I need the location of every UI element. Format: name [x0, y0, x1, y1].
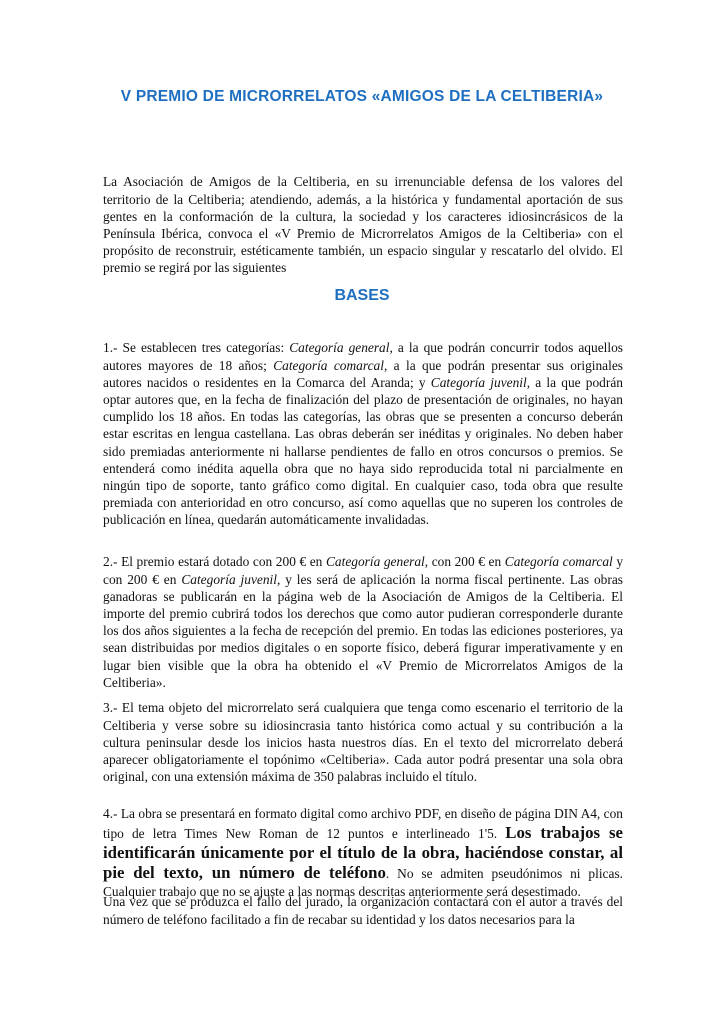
base-1-paragraph [103, 339, 623, 528]
base-2-text-d: , y les será de aplicación la norma fiscal pertinente. Las obras ganadoras se publicarán en la página web de la Asociación de Amigos de la Celtiberia. El importe del premio cubrirá todos los derechos que como autor pudieran corresponderle durante los dos años siguientes a la fecha de recepción del premio. En todas las ediciones posteriores, ya sean distribuidas por medios digitales o en soporte físico, deberá figurar imperativamente y en lugar bien visible que la obra ha obtenido el «V Premio de Microrrelatos Amigos de la Celtiberia». [103, 571, 623, 690]
base-4-paragraph [103, 805, 623, 899]
base-2-category-comarcal: Categoría comarcal [504, 554, 613, 570]
base-1-text-a: 1.- Se establecen tres categorías: [103, 340, 290, 356]
base-2-text-c: y con 200 € en [103, 554, 624, 587]
base-1-text-d: , a la que podrán optar autores que, en la fecha de finalización del plazo de presentación de originales, no hayan cumplido los 18 años. En todas las categorías, las obras que se presenten a concurso deberán estar escritas en lengua castellana. Las obras deberán ser inéditas y originales. No deben haber sido premiadas anteriormente ni hallarse pendientes de fallo en otros concursos o premios. Se entenderá como inédita aquella obra que no haya sido reproducida total ni parcialmente en ningún tipo de soporte, tanto gráfico como digital. En cualquier caso, toda obra que resulte premiada con anterioridad en otro concurso, así como aquellas que no superen los controles de publicación en línea, quedarán automáticamente invalidadas. [103, 374, 623, 528]
base-1-category-juvenil: Categoría juvenil [430, 374, 527, 390]
document-title: V PREMIO DE MICRORRELATOS «AMIGOS DE LA CELTIBERIA» [120, 88, 604, 105]
base-2-text-a: 2.- El premio estará dotado con 200 € en [103, 554, 326, 570]
base-2-category-general: Categoría general [325, 554, 425, 570]
base-1-category-general: Categoría general [289, 340, 390, 356]
base-2-category-juvenil: Categoría juvenil [181, 571, 277, 587]
base-1-text-b: , a la que podrán concurrir todos aquellos autores mayores de 18 años; [103, 340, 623, 373]
base-4-text-b: . No se admiten pseudónimos ni plicas. Cualquier trabajo que no se ajuste a las normas descritas anteriormente será desestimado. [103, 865, 624, 899]
base-4-text-a: 4.- La obra se presentará en formato digital como archivo PDF, en diseño de página DIN A4, con tipo de letra Times New Roman de 12 puntos e interlineado 1'5. [103, 806, 623, 841]
base-3-paragraph: 3.- El tema objeto del microrrelato será cualquiera que tenga como escenario el territorio de la Celtiberia y verse sobre su idiosincrasia tanto histórica como actual y su contribución a la cultura peninsular desde los inicios hasta nuestros días. En el texto del microrrelato deberá aparecer obligatoriamente el topónimo «Celtiberia». Cada autor podrá presentar una sola obra original, con una extensión máxima de 350 palabras incluido el título. [103, 700, 623, 785]
base-2-text-b: , con 200 € en [424, 554, 505, 570]
base-2-paragraph [103, 553, 623, 691]
closing-paragraph: Una vez que se produzca el fallo del jurado, la organización contactará con el autor a través del número de teléfono facilitado a fin de recabar su identidad y los datos necesarios para la [103, 894, 623, 927]
base-1-text-c: , a la que podrán presentar sus originales autores nacidos o residentes en la Comarca del Aranda; y [103, 357, 624, 390]
base-4-bold-text: Los trabajos se identificarán únicamente por el título de la obra, haciéndose constar, al pie del texto, un número de teléfono [103, 822, 623, 882]
bases-heading: BASES [334, 287, 390, 304]
base-1-category-comarcal: Categoría comarcal [273, 357, 384, 373]
intro-paragraph: La Asociación de Amigos de la Celtiberia, en su irrenunciable defensa de los valores del territorio de la Celtiberia; atendiendo, además, a la histórica y fundamental aportación de sus gentes en la conformación de la cultura, la sociedad y los caracteres idiosincrásicos de la Península Ibérica, convoca el «V Premio de Microrrelatos Amigos de la Celtiberia» con el propósito de reconstruir, estéticamente también, un espacio singular y rescatarlo del olvido. El premio se regirá por las siguientes [103, 174, 623, 276]
